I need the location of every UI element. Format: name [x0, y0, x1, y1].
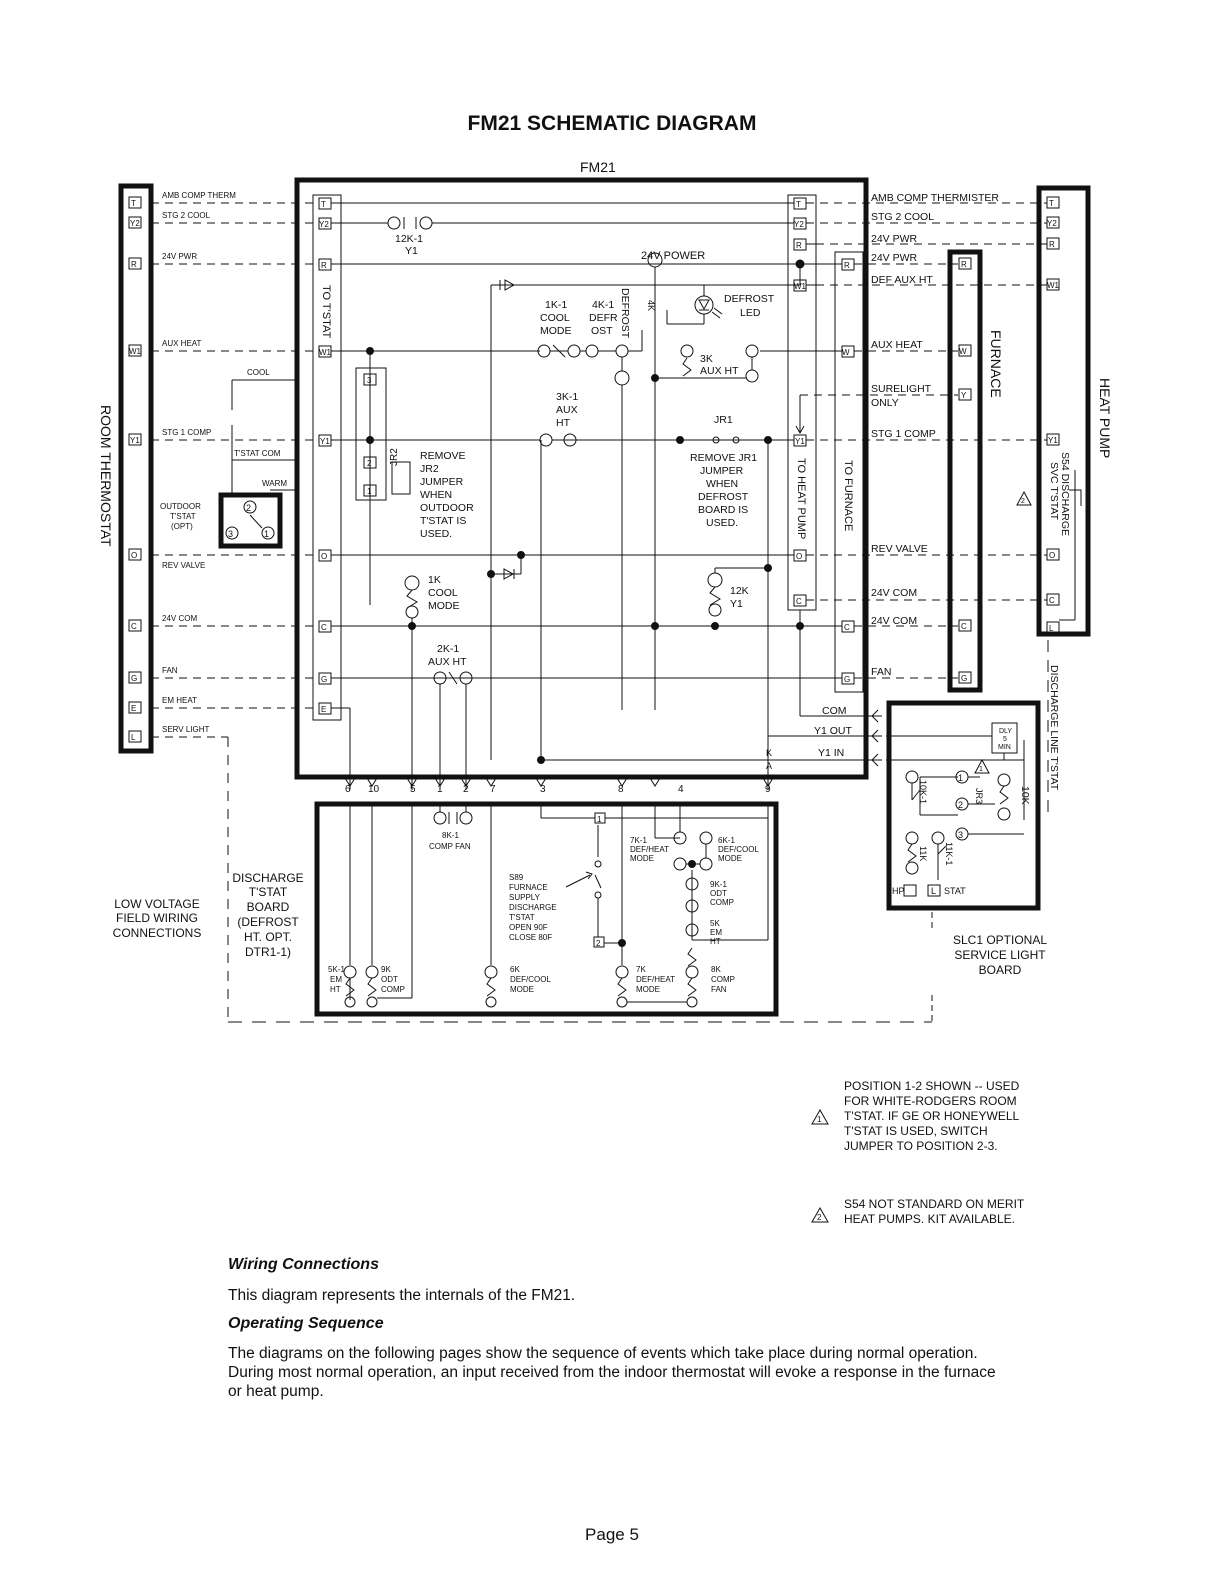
svg-text:HEAT PUMPS. KIT AVAILABLE.: HEAT PUMPS. KIT AVAILABLE.: [844, 1212, 1015, 1226]
svg-text:DEF/COOL: DEF/COOL: [510, 975, 551, 984]
y1-relay-label: [395, 233, 423, 257]
svg-text:O: O: [796, 552, 803, 561]
svg-text:Y2: Y2: [130, 219, 140, 228]
svg-text:JUMPER: JUMPER: [420, 476, 464, 488]
svg-text:R: R: [796, 241, 802, 250]
svg-text:T'STAT COM: T'STAT COM: [234, 449, 281, 458]
svg-text:9K-1: 9K-1: [710, 880, 727, 889]
svg-text:24V PWR: 24V PWR: [871, 233, 918, 245]
svg-text:6: 6: [345, 784, 351, 795]
svg-text:DEF/HEAT: DEF/HEAT: [630, 845, 669, 854]
svg-text:2: 2: [958, 800, 964, 810]
svg-text:R: R: [131, 260, 137, 269]
svg-text:O: O: [131, 551, 138, 560]
svg-text:O: O: [321, 552, 328, 561]
svg-text:1: 1: [979, 766, 983, 773]
svg-text:24V COM: 24V COM: [871, 587, 918, 599]
svg-text:LED: LED: [740, 307, 761, 319]
note-2: [812, 1197, 1025, 1226]
svg-text:COMP FAN: COMP FAN: [429, 842, 471, 851]
svg-text:Y2: Y2: [319, 220, 329, 229]
svg-text:T: T: [1049, 199, 1054, 208]
svg-text:BOARD: BOARD: [246, 900, 290, 914]
svg-text:STG 1 COMP: STG 1 COMP: [871, 428, 936, 440]
svg-text:AMB COMP THERM: AMB COMP THERM: [162, 191, 236, 200]
svg-text:5: 5: [410, 784, 416, 795]
thermostat-terminals: [129, 197, 142, 742]
svg-text:LOW VOLTAGE: LOW VOLTAGE: [114, 897, 200, 911]
svg-text:12K-1: 12K-1: [395, 233, 424, 245]
svg-text:EM: EM: [330, 975, 342, 984]
svg-text:O: O: [1049, 551, 1056, 560]
svg-text:T: T: [131, 199, 136, 208]
remove-jr2-text: [420, 450, 474, 540]
operating-text: The diagrams on the following pages show the sequence of events which take place during normal operation. During most normal operation, an input received from the indoor thermostat will evoke a response in the furnace or heat pump.: [228, 1345, 996, 1400]
relay-contacts: [538, 330, 642, 710]
svg-text:W1: W1: [319, 348, 331, 357]
svg-text:7K-1: 7K-1: [630, 836, 647, 845]
svg-text:C: C: [321, 623, 327, 632]
slc1-box: [889, 703, 1038, 908]
svg-text:FURNACE: FURNACE: [509, 883, 548, 892]
svg-text:JUMPER: JUMPER: [700, 465, 744, 477]
jr2-jumper: [356, 348, 410, 606]
svg-text:L: L: [1049, 624, 1054, 633]
svg-text:1K-1: 1K-1: [545, 299, 568, 311]
svg-text:24V COM: 24V COM: [162, 614, 198, 623]
svg-text:3: 3: [540, 784, 546, 795]
svg-text:G: G: [961, 674, 968, 683]
svg-text:ODT: ODT: [381, 975, 398, 984]
heat-pump-label: HEAT PUMP: [1097, 378, 1113, 459]
svg-text:DEF/COOL: DEF/COOL: [718, 845, 759, 854]
svg-text:5K-1: 5K-1: [328, 965, 345, 974]
svg-text:Y1: Y1: [405, 245, 418, 257]
to-tstat-label: TO T'STAT: [320, 285, 332, 339]
svg-text:OPEN 90F: OPEN 90F: [509, 923, 548, 932]
svg-text:WHEN: WHEN: [706, 478, 739, 490]
svg-text:AUX: AUX: [556, 404, 578, 416]
discharge-line-label: DISCHARGE LINE T'STAT: [1048, 665, 1060, 791]
room-thermostat-box: [121, 186, 151, 751]
svg-text:OST: OST: [591, 325, 613, 337]
page-number: Page 5: [585, 1525, 639, 1544]
to-furnace-label: TO FURNACE: [842, 460, 854, 532]
svg-text:3: 3: [958, 830, 964, 840]
svg-text:W1: W1: [1047, 281, 1059, 290]
svg-text:1: 1: [367, 487, 372, 496]
svg-text:WHEN: WHEN: [420, 489, 453, 501]
svg-text:DEFROST: DEFROST: [724, 293, 775, 305]
svg-text:1: 1: [958, 773, 964, 783]
svg-text:A: A: [766, 761, 773, 771]
svg-text:24V PWR: 24V PWR: [162, 252, 198, 261]
board-wiring: [331, 203, 845, 790]
defrost-led-icon: [667, 285, 722, 324]
svg-text:Y1: Y1: [320, 437, 330, 446]
svg-text:MODE: MODE: [428, 600, 460, 612]
svg-text:S54 DISCHARGE: S54 DISCHARGE: [1059, 452, 1071, 537]
svg-text:JUMPER TO POSITION 2-3.: JUMPER TO POSITION 2-3.: [844, 1139, 998, 1153]
svg-text:K: K: [766, 748, 773, 758]
svg-text:Y1: Y1: [730, 598, 743, 610]
svg-text:MODE: MODE: [636, 985, 660, 994]
svg-text:C: C: [844, 623, 850, 632]
relay-2k1-labels: [428, 643, 467, 668]
svg-text:1: 1: [437, 784, 443, 795]
svg-text:DEF/HEAT: DEF/HEAT: [636, 975, 675, 984]
svg-text:OUTDOOR: OUTDOOR: [420, 502, 474, 514]
svg-text:T'STAT: T'STAT: [170, 512, 196, 521]
svg-text:AUX HEAT: AUX HEAT: [871, 339, 923, 351]
svg-text:DLY: DLY: [999, 728, 1013, 735]
coil-12k-labels: [730, 585, 749, 610]
svg-text:JR3: JR3: [974, 788, 984, 805]
s54-label: [1048, 452, 1071, 536]
svg-text:11K-1: 11K-1: [944, 842, 954, 866]
svg-text:E: E: [131, 704, 137, 713]
svg-text:AUX HT: AUX HT: [428, 656, 467, 668]
svg-text:4K: 4K: [646, 300, 656, 312]
svg-text:MIN: MIN: [998, 744, 1011, 751]
svg-text:C: C: [961, 622, 967, 631]
svg-text:SVC T'STAT: SVC T'STAT: [1048, 462, 1060, 521]
svg-text:12K: 12K: [730, 585, 749, 597]
relay-2k1: [434, 672, 472, 790]
svg-text:4K-1: 4K-1: [592, 299, 615, 311]
svg-text:JR2: JR2: [420, 463, 439, 475]
svg-text:L: L: [131, 733, 136, 742]
left-wire-labels: [160, 191, 287, 734]
defrost-led-label: [724, 293, 775, 319]
svg-text:SERV LIGHT: SERV LIGHT: [162, 725, 210, 734]
room-thermostat-label: ROOM THERMOSTAT: [98, 405, 114, 547]
svg-text:(DEFROST: (DEFROST: [237, 915, 299, 929]
wiring-text: This diagram represents the internals of the FM21.: [228, 1287, 576, 1304]
heat-pump-box: [1039, 188, 1088, 634]
tstat-rail: [313, 195, 341, 720]
heat-pump-terminals: [1047, 197, 1060, 633]
svg-text:Y1: Y1: [795, 437, 805, 446]
svg-text:HT: HT: [330, 985, 341, 994]
svg-text:ONLY: ONLY: [871, 397, 899, 409]
warning-triangle-2-icon: [1017, 492, 1031, 505]
note-1: [812, 1079, 1020, 1153]
low-voltage-caption: [113, 897, 202, 940]
svg-text:BOARD: BOARD: [978, 963, 1022, 977]
fm21-label: FM21: [580, 159, 616, 175]
svg-text:Y2: Y2: [794, 220, 804, 229]
svg-text:3K: 3K: [700, 353, 713, 365]
svg-text:REMOVE JR1: REMOVE JR1: [690, 452, 758, 464]
svg-text:OUTDOOR: OUTDOOR: [160, 502, 201, 511]
svg-text:T'STAT IS: T'STAT IS: [420, 515, 467, 527]
relay-labels: [540, 288, 656, 339]
slc1-caption: [953, 933, 1047, 977]
svg-text:MODE: MODE: [718, 854, 742, 863]
remove-jr1-text: [690, 452, 757, 529]
svg-text:EM: EM: [710, 928, 722, 937]
svg-text:Y1: Y1: [1048, 436, 1058, 445]
svg-text:COMP: COMP: [381, 985, 405, 994]
svg-text:Y1 IN: Y1 IN: [818, 747, 845, 759]
svg-text:C: C: [796, 597, 802, 606]
wiring-heading: Wiring Connections: [228, 1256, 379, 1273]
svg-text:SUPPLY: SUPPLY: [509, 893, 540, 902]
board-right-terminals: [794, 198, 854, 684]
svg-text:11K: 11K: [918, 846, 928, 862]
fm21-board-box: [297, 180, 866, 777]
svg-text:7: 7: [490, 784, 496, 795]
svg-text:T'STAT IS USED, SWITCH: T'STAT IS USED, SWITCH: [844, 1124, 988, 1138]
svg-text:R: R: [844, 261, 850, 270]
svg-text:DISCHARGE: DISCHARGE: [232, 871, 304, 885]
svg-text:1: 1: [817, 1115, 822, 1124]
svg-text:T: T: [796, 200, 801, 209]
svg-text:10: 10: [368, 784, 380, 795]
svg-text:W1: W1: [794, 282, 806, 291]
svg-text:FAN: FAN: [162, 666, 178, 675]
svg-text:DEFR: DEFR: [589, 312, 618, 324]
svg-text:DISCHARGE: DISCHARGE: [509, 903, 557, 912]
svg-text:G: G: [131, 674, 138, 683]
svg-text:DEF AUX HT: DEF AUX HT: [871, 274, 933, 286]
svg-text:COMP: COMP: [711, 975, 735, 984]
svg-text:5: 5: [1003, 736, 1007, 743]
power-bus: [491, 253, 804, 760]
svg-text:G: G: [844, 675, 851, 684]
svg-text:8K-1: 8K-1: [442, 831, 459, 840]
svg-text:HT: HT: [710, 937, 721, 946]
svg-text:S89: S89: [509, 873, 524, 882]
svg-text:C: C: [131, 622, 137, 631]
svg-text:C: C: [1049, 596, 1055, 605]
operating-heading: Operating Sequence: [228, 1315, 384, 1332]
svg-text:2: 2: [367, 459, 372, 468]
svg-text:EM HEAT: EM HEAT: [162, 696, 197, 705]
svg-text:CLOSE 80F: CLOSE 80F: [509, 933, 553, 942]
svg-text:MODE: MODE: [630, 854, 654, 863]
svg-text:STG 2 COOL: STG 2 COOL: [162, 211, 211, 220]
svg-text:1: 1: [597, 815, 602, 824]
relay-3k1-labels: [556, 391, 578, 429]
svg-text:9: 9: [765, 784, 771, 795]
svg-text:5K: 5K: [710, 919, 720, 928]
svg-text:REV VALVE: REV VALVE: [871, 543, 928, 555]
svg-text:ODT: ODT: [710, 889, 727, 898]
svg-text:WARM: WARM: [262, 479, 288, 488]
svg-text:10K-1: 10K-1: [918, 780, 928, 805]
svg-text:FIELD WIRING: FIELD WIRING: [115, 911, 199, 925]
svg-text:3: 3: [367, 376, 372, 385]
svg-text:3K-1: 3K-1: [556, 391, 579, 403]
svg-text:G: G: [321, 675, 328, 684]
defrost-bottom-coil-labels: [328, 965, 735, 994]
svg-text:E: E: [321, 705, 327, 714]
svg-text:DTR1-1): DTR1-1): [244, 945, 292, 959]
svg-text:4: 4: [678, 784, 684, 795]
jr1-label: JR1: [714, 414, 733, 426]
power-label: 24V POWER: [641, 250, 706, 262]
svg-text:T'STAT: T'STAT: [509, 913, 535, 922]
svg-text:COOL: COOL: [540, 312, 570, 324]
svg-text:HT. OPT.: HT. OPT.: [243, 930, 293, 944]
svg-text:2: 2: [596, 939, 601, 948]
svg-text:1K: 1K: [428, 574, 441, 586]
svg-text:S54 NOT STANDARD ON MERIT: S54 NOT STANDARD ON MERIT: [844, 1197, 1025, 1211]
svg-text:2: 2: [463, 784, 469, 795]
svg-text:T: T: [321, 200, 326, 209]
svg-text:JR2: JR2: [389, 448, 400, 466]
svg-text:2: 2: [1021, 498, 1025, 505]
to-heat-pump-label: TO HEAT PUMP: [795, 458, 807, 540]
svg-text:STG 2 COOL: STG 2 COOL: [871, 211, 935, 223]
svg-text:USED.: USED.: [420, 528, 453, 540]
svg-text:SURELIGHT: SURELIGHT: [871, 383, 932, 395]
pin-labels: [345, 784, 771, 795]
svg-text:24V PWR: 24V PWR: [871, 252, 918, 264]
svg-text:USED.: USED.: [706, 517, 739, 529]
svg-text:R: R: [1049, 240, 1055, 249]
svg-text:HT: HT: [556, 417, 570, 429]
svg-text:T'STAT. IF GE OR HONEYWELL: T'STAT. IF GE OR HONEYWELL: [844, 1109, 1020, 1123]
relay-3k1: [538, 434, 577, 764]
svg-text:2K-1: 2K-1: [437, 643, 460, 655]
svg-text:R: R: [321, 261, 327, 270]
svg-text:MODE: MODE: [510, 985, 534, 994]
heatpump-rail: [788, 195, 816, 610]
svg-text:COMP: COMP: [710, 898, 734, 907]
warning-triangle-1-small-icon: [975, 760, 989, 773]
svg-text:2: 2: [817, 1213, 822, 1222]
defrost-board-wiring: [350, 806, 768, 1000]
furnace-terminals: [959, 258, 971, 683]
svg-text:AMB COMP THERMISTER: AMB COMP THERMISTER: [871, 192, 999, 204]
svg-text:AUX HT: AUX HT: [700, 365, 739, 377]
svg-text:T'STAT: T'STAT: [248, 885, 288, 899]
svg-text:8K: 8K: [711, 965, 721, 974]
svg-text:FAN: FAN: [711, 985, 727, 994]
board-left-terminals: [319, 198, 332, 714]
svg-text:DEFROST: DEFROST: [698, 491, 749, 503]
svg-text:W: W: [842, 348, 850, 357]
coil-12k: [652, 565, 804, 717]
svg-text:3: 3: [228, 529, 234, 539]
svg-text:6K-1: 6K-1: [718, 836, 735, 845]
svg-text:COM: COM: [822, 705, 847, 717]
svg-text:L: L: [931, 886, 937, 896]
coil-1k-labels: [428, 574, 460, 612]
page-title: FM21 SCHEMATIC DIAGRAM: [467, 112, 757, 135]
svg-text:9K: 9K: [381, 965, 391, 974]
svg-text:Y1 OUT: Y1 OUT: [814, 725, 852, 737]
svg-text:R: R: [961, 260, 967, 269]
svg-text:2: 2: [246, 503, 252, 513]
svg-text:7K: 7K: [636, 965, 646, 974]
svg-text:POSITION 1-2 SHOWN -- USED: POSITION 1-2 SHOWN -- USED: [844, 1079, 1020, 1093]
thermostat-jumper: [226, 380, 298, 539]
slc1-dly-label: [998, 728, 1012, 751]
svg-text:SERVICE LIGHT: SERVICE LIGHT: [954, 948, 1046, 962]
svg-text:SLC1 OPTIONAL: SLC1 OPTIONAL: [952, 933, 1048, 947]
defrost-board-caption: [232, 871, 303, 959]
svg-text:W: W: [959, 347, 967, 356]
svg-text:FOR WHITE-RODGERS ROOM: FOR WHITE-RODGERS ROOM: [844, 1094, 1017, 1108]
svg-text:MODE: MODE: [540, 325, 572, 337]
svg-text:AUX HEAT: AUX HEAT: [162, 339, 202, 348]
svg-text:1: 1: [264, 529, 270, 539]
svg-text:BOARD IS: BOARD IS: [698, 504, 749, 516]
svg-text:REV VALVE: REV VALVE: [162, 561, 206, 570]
aux-ht-labels: [700, 353, 739, 377]
svg-text:REMOVE: REMOVE: [420, 450, 466, 462]
bottom-row-labels: [766, 705, 853, 771]
svg-text:Y2: Y2: [1047, 219, 1057, 228]
svg-text:24V COM: 24V COM: [871, 615, 918, 627]
svg-text:FAN: FAN: [871, 666, 892, 678]
svg-text:10K: 10K: [1019, 786, 1031, 805]
svg-text:HP: HP: [892, 886, 905, 896]
svg-text:6K: 6K: [510, 965, 520, 974]
svg-text:STAT: STAT: [944, 886, 966, 896]
svg-text:CONNECTIONS: CONNECTIONS: [112, 926, 202, 940]
svg-text:COOL: COOL: [428, 587, 458, 599]
svg-text:(OPT): (OPT): [171, 522, 193, 531]
svg-text:STG 1 COMP: STG 1 COMP: [162, 428, 212, 437]
svg-text:8: 8: [618, 784, 624, 795]
svg-text:W1: W1: [129, 347, 141, 356]
svg-text:COOL: COOL: [247, 368, 270, 377]
svg-text:Y1: Y1: [130, 436, 140, 445]
furnace-label: FURNACE: [988, 330, 1004, 398]
svg-text:Y: Y: [961, 391, 967, 400]
svg-text:DEFROST: DEFROST: [619, 288, 631, 339]
